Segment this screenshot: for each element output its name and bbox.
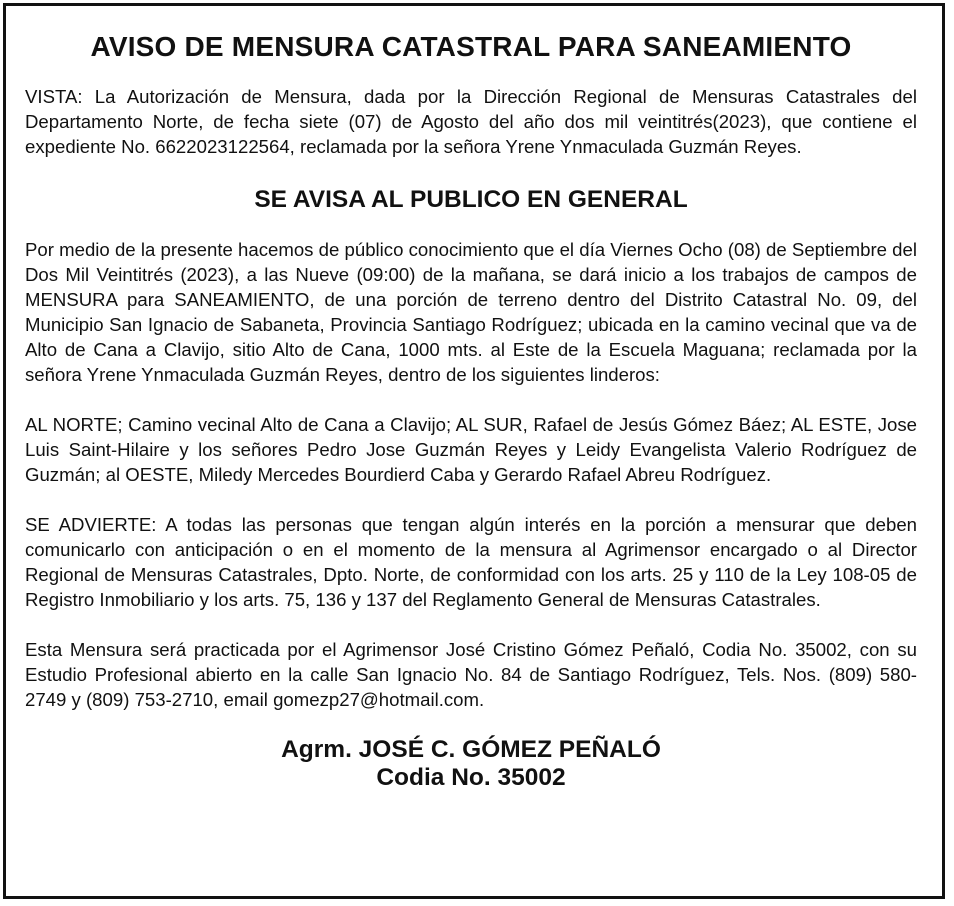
vista-paragraph: VISTA: La Autorización de Mensura, dada por la Dirección Regional de Mensuras Catastrales del Departamento Norte, de fecha siete (07) de Agosto del año dos mil veintitrés(2023), que contiene el expediente No. 6622023122564, reclamada por la señora Yrene Ynmaculada Guzmán Reyes. [25, 86, 917, 157]
boundaries-paragraph: AL NORTE; Camino vecinal Alto de Cana a Clavijo; AL SUR, Rafael de Jesús Gómez Báez; AL ESTE, Jose Luis Saint-Hilaire y los señores Pedro Jose Guzmán Reyes y Leidy Evangelista Valerio Rodríguez de Guzmán; al OESTE, Miledy Mercedes Bourdierd Caba y Gerardo Rafael Abreu Rodríguez. [25, 414, 917, 485]
signature-name: Agrm. JOSÉ C. GÓMEZ PEÑALÓ [281, 736, 661, 763]
notice-title: AVISO DE MENSURA CATASTRAL PARA SANEAMIENTO [90, 31, 852, 62]
announcement-paragraph: Por medio de la presente hacemos de público conocimiento que el día Viernes Ocho (08) de Septiembre del Dos Mil Veintitrés (2023), a las Nueve (09:00) de la mañana, se dará inicio a los trabajos de campos de MENSURA para SANEAMIENTO, de una porción de terreno dentro del Distrito Catastral No. 09, del Municipio San Ignacio de Sabaneta, Provincia Santiago Rodríguez; ubicada en la camino vecinal que va de Alto de Cana a Clavijo, sitio Alto de Cana, 1000 mts. al Este de la Escuela Maguana; reclamada por la señora Yrene Ynmaculada Guzmán Reyes, dentro de los siguientes linderos: [25, 239, 917, 385]
notice-subtitle: SE AVISA AL PUBLICO EN GENERAL [254, 186, 688, 213]
signature-block [25, 736, 917, 792]
notice-frame [3, 3, 945, 899]
warning-paragraph: SE ADVIERTE: A todas las personas que tengan algún interés en la porción a mensurar que deben comunicarlo con anticipación o en el momento de la mensura al Agrimensor encargado o al Director Regional de Mensuras Catastrales, Dpto. Norte, de conformidad con los arts. 25 y 110 de la Ley 108-05 de Registro Inmobiliario y los arts. 75, 136 y 137 del Reglamento General de Mensuras Catastrales. [25, 514, 917, 610]
signature-codia: Codia No. 35002 [376, 764, 566, 791]
surveyor-paragraph: Esta Mensura será practicada por el Agrimensor José Cristino Gómez Peñaló, Codia No. 35002, con su Estudio Profesional abierto en la calle San Ignacio No. 84 de Santiago Rodríguez, Tels. Nos. (809) 580-2749 y (809) 753-2710, email gomezp27@hotmail.com. [25, 639, 917, 710]
